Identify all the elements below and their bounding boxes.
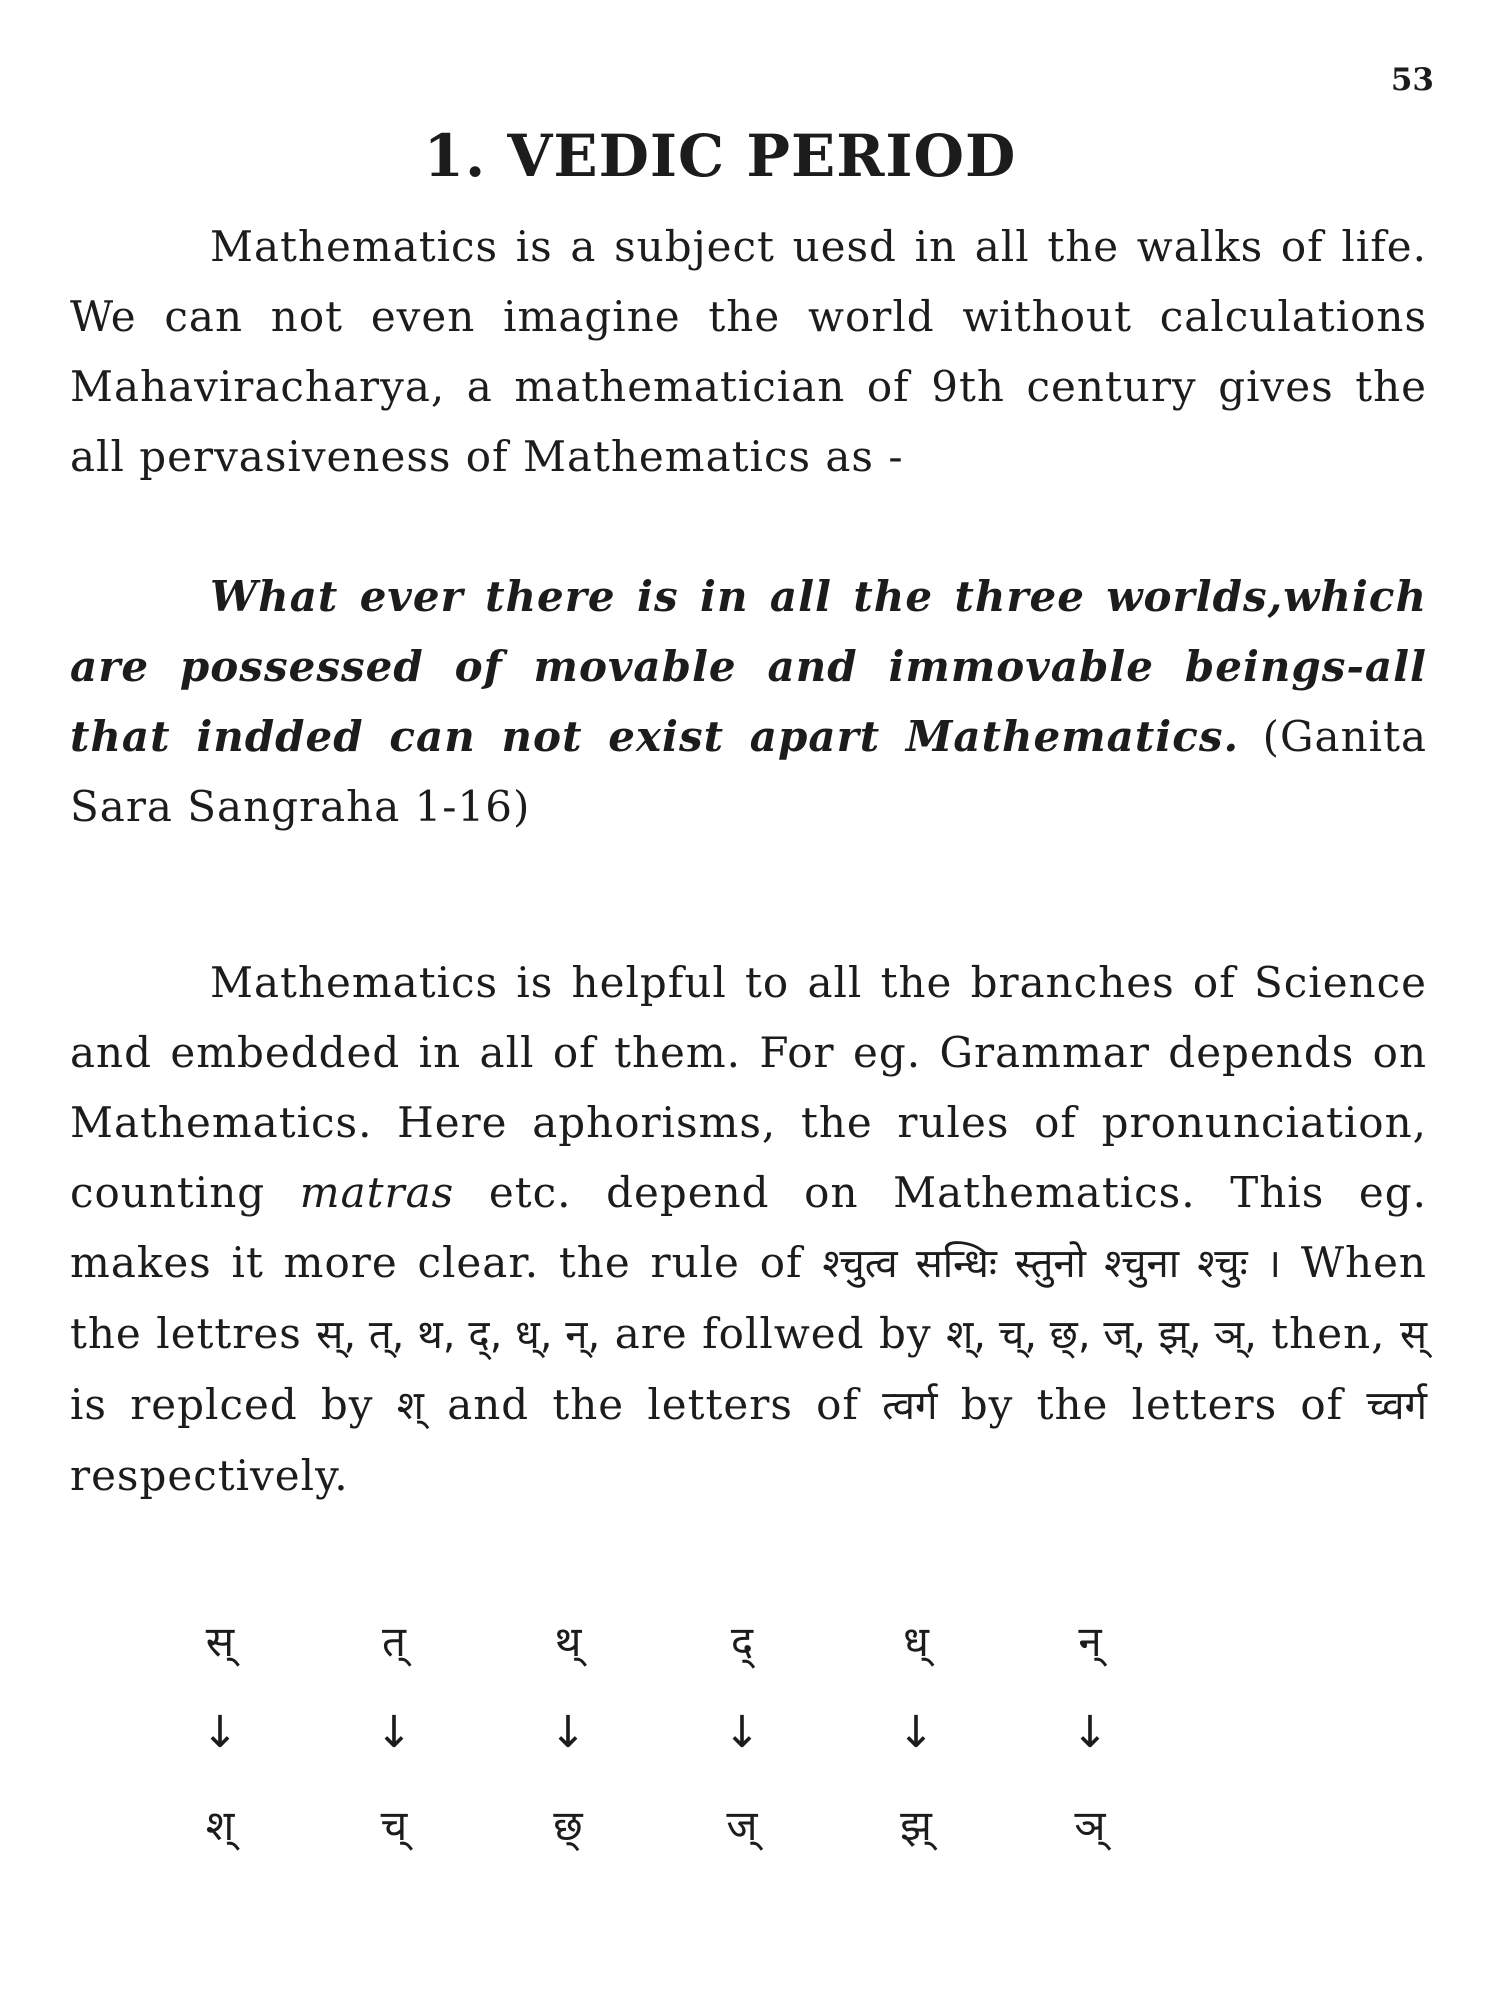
mapping-from-letter: द् bbox=[730, 1617, 754, 1666]
sanskrit-rule: श्चुत्व सन्धिः स्तुनो श्चुना श्चुः । bbox=[822, 1241, 1282, 1287]
mapping-to-letter: ञ् bbox=[1074, 1801, 1106, 1850]
mapping-from-letter: त् bbox=[382, 1617, 406, 1666]
tavarga-word: त्वर्ग bbox=[882, 1383, 938, 1429]
replaced-text: is replced by bbox=[70, 1380, 374, 1429]
arrow-down-icon: ↓ bbox=[897, 1707, 935, 1758]
mapping-to-letter: च् bbox=[380, 1801, 408, 1850]
quotation-text: What ever there is in all the three worlds,which are possessed of movable and immovable beings-all that indded can not exist apart Mathematics. bbox=[70, 572, 1427, 761]
mapping-from-letter: थ् bbox=[554, 1617, 582, 1666]
page-number: 53 bbox=[1390, 62, 1434, 98]
matras-word: matras bbox=[299, 1168, 455, 1217]
arrow-down-icon: ↓ bbox=[723, 1707, 761, 1758]
mapping-to-letter: झ् bbox=[900, 1801, 932, 1850]
mapping-to-letter: श् bbox=[205, 1801, 235, 1850]
target-letters: श्, च्, छ्, ज्, झ्, ञ्, bbox=[946, 1312, 1257, 1358]
sa-letter: स् bbox=[1399, 1312, 1428, 1358]
paragraph-grammar bbox=[70, 948, 1427, 1511]
by-letters-text: by the letters of bbox=[960, 1380, 1344, 1429]
source-letters: स्, त्, थ, द्, ध्, न्, bbox=[316, 1312, 601, 1358]
arrow-down-icon: ↓ bbox=[201, 1707, 239, 1758]
mapping-from-letter: ध् bbox=[903, 1617, 929, 1666]
grammar-intro-text: Mathematics is helpful to all the branches of Science and embedded in all of them. For eg. Grammar depends on Mathematics. Here aphorisms, the rules of pronunciation, counting bbox=[70, 958, 1427, 1217]
mapping-to-letter: ज् bbox=[726, 1801, 758, 1850]
quotation-block bbox=[70, 562, 1427, 842]
then-text: then, bbox=[1271, 1309, 1386, 1358]
arrow-down-icon: ↓ bbox=[549, 1707, 587, 1758]
chavarga-word: च्वर्ग bbox=[1366, 1383, 1427, 1429]
quotation-reference: (Ganita Sara Sangraha 1-16) bbox=[70, 712, 1428, 831]
when-text: When the lettres bbox=[70, 1238, 1427, 1358]
paragraph-intro-text: Mathematics is a subject uesd in all the walks of life. We can not even imagine the world without calculations Mahaviracharya, a mathematician of 9th century gives the all pervasiveness of Mathematics as - bbox=[70, 222, 1427, 481]
chapter-title: 1. VEDIC PERIOD bbox=[423, 122, 1017, 190]
mapping-from-letter: न् bbox=[1078, 1617, 1102, 1666]
grammar-after-matras-text: etc. depend on Mathematics. This eg. makes it more clear. the rule of bbox=[70, 1168, 1427, 1287]
respectively-text: respectively. bbox=[70, 1451, 349, 1500]
letter-mapping-table bbox=[160, 1612, 1204, 1853]
followed-text: are follwed by bbox=[614, 1309, 932, 1358]
paragraph-intro bbox=[70, 212, 1427, 492]
arrow-down-icon: ↓ bbox=[1071, 1707, 1109, 1758]
sha-letter: श् bbox=[396, 1383, 424, 1429]
mapping-from-letter: स् bbox=[205, 1617, 235, 1666]
and-letters-text: and the letters of bbox=[447, 1380, 859, 1429]
arrow-down-icon: ↓ bbox=[375, 1707, 413, 1758]
mapping-to-letter: छ् bbox=[553, 1801, 583, 1850]
